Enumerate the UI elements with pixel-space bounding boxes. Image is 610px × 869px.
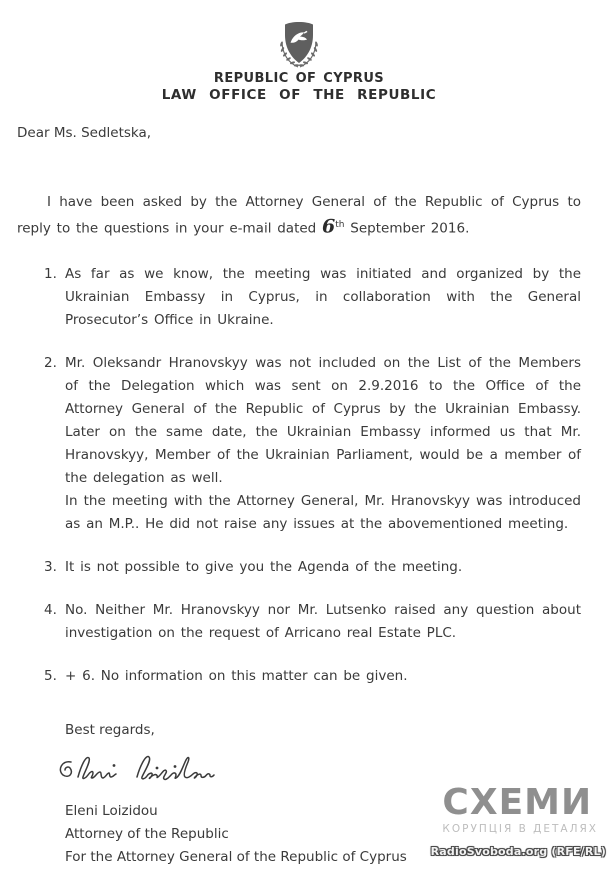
list-item xyxy=(44,556,581,579)
watermark-tagline: КОРУПЦІЯ В ДЕТАЛЯХ xyxy=(442,823,598,835)
intro-text-after-date: September 2016. xyxy=(344,220,470,237)
list-item-number: 4. xyxy=(44,601,57,618)
intro-paragraph xyxy=(17,191,581,241)
answers-list xyxy=(17,263,581,688)
list-item-text xyxy=(65,263,581,332)
signatory-title: Attorney of the Republic xyxy=(65,825,229,842)
list-item xyxy=(44,599,581,645)
list-item-number: 1. xyxy=(44,265,57,282)
closing-line: Best regards, xyxy=(65,721,155,738)
list-item xyxy=(44,263,581,332)
cyprus-coat-of-arms-icon xyxy=(276,20,322,68)
list-item-paragraph: As far as we know, the meeting was initiated and organized by the Ukrainian Embassy in Cyprus, in collaboration with the General Prosecutor’s Office in Ukraine. xyxy=(65,265,581,328)
source-credit: RadioSvoboda.org (RFE/RL) xyxy=(430,845,606,858)
date-ordinal-suffix: th xyxy=(335,220,345,230)
list-item-paragraph: In the meeting with the Attorney General, Mr. Hranovskyy was introduced as an M.P.. He did not raise any issues at the abovementioned meeting. xyxy=(65,492,581,532)
letterhead xyxy=(17,20,581,103)
list-item-paragraph: Mr. Oleksandr Hranovskyy was not included on the List of the Members of the Delegation which was sent on 2.9.2016 to the Office of the Attorney General of the Republic of Cyprus by the Ukrainian Embassy. Later on the same date, the Ukrainian Embassy informed us that Mr. Hranovskyy, Member of the Ukrainian Parliament, would be a member of the delegation as well. xyxy=(65,354,581,486)
list-item-number: 3. xyxy=(44,558,57,575)
list-item-text xyxy=(65,556,581,579)
watermark-brand: СХЕМИ xyxy=(442,782,593,823)
list-item-text xyxy=(65,599,581,645)
signatory-for-line: For the Attorney General of the Republic of Cyprus xyxy=(65,848,407,865)
list-item-paragraph: No. Neither Mr. Hranovskyy nor Mr. Lutsenko raised any question about investigation on the request of Arricano real Estate PLC. xyxy=(65,601,581,641)
schemes-watermark xyxy=(442,782,598,835)
list-item-paragraph: It is not possible to give you the Agenda of the meeting. xyxy=(65,558,463,575)
list-item xyxy=(44,665,581,688)
list-item-paragraph: + 6. No information on this matter can be given. xyxy=(65,667,408,684)
handwritten-date-day: 6 xyxy=(322,215,336,238)
salutation: Dear Ms. Sedletska, xyxy=(17,125,152,141)
org-name-line2: LAW OFFICE OF THE REPUBLIC xyxy=(161,87,437,103)
handwritten-signature xyxy=(55,746,230,796)
list-item-number: 2. xyxy=(44,354,57,371)
intro-text-before-date: I have been asked by the Attorney General of the Republic of Cyprus to reply to the questions in your e-mail dated xyxy=(17,194,581,237)
org-name-line1: REPUBLIC OF CYPRUS xyxy=(213,71,385,86)
list-item-number: 5. xyxy=(44,667,57,684)
list-item-text xyxy=(65,665,581,688)
list-item-text xyxy=(65,352,581,536)
signatory-name: Eleni Loizidou xyxy=(65,802,158,819)
list-item xyxy=(44,352,581,536)
